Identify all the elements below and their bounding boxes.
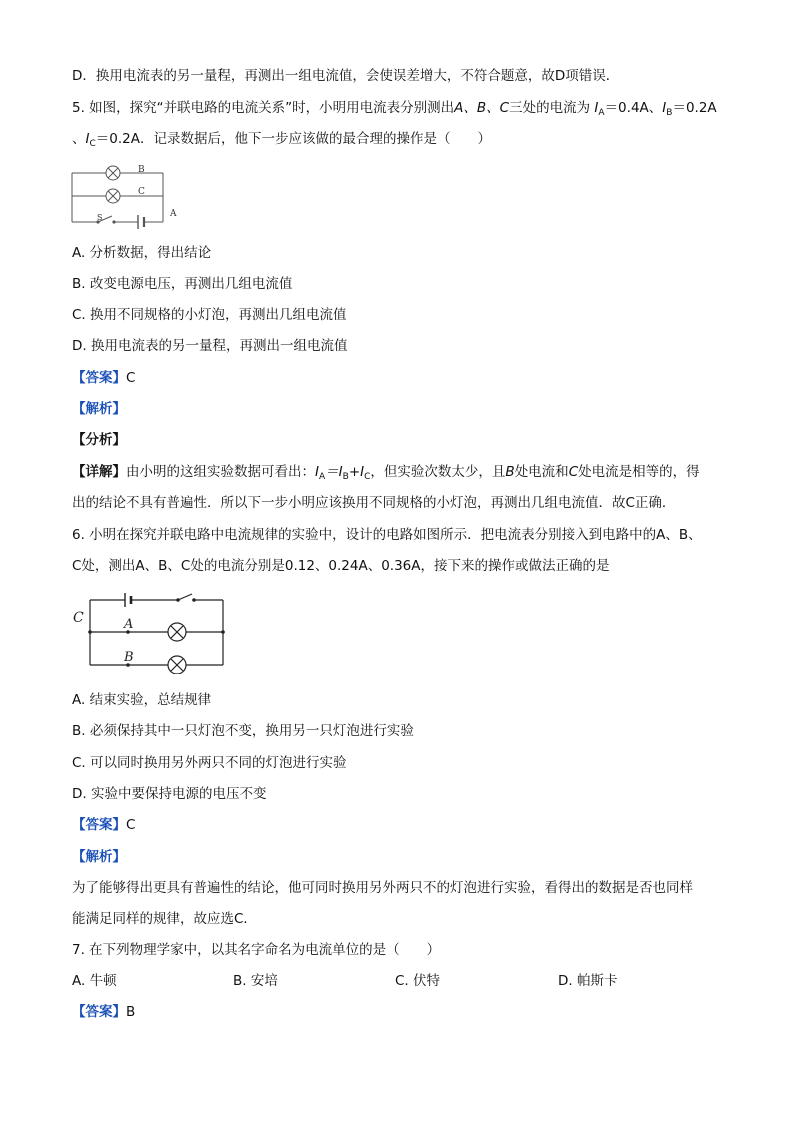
q5-ib-symbol: I xyxy=(662,100,667,116)
q5-detail-c: 处电流和 xyxy=(514,464,569,480)
q5-fig-label-c: C xyxy=(138,187,145,197)
q6-explain-line1: 为了能够得出更具有普遍性的结论，他可同时换用另外两只不的灯泡进行实验，看得出的数据是否也同样 xyxy=(72,880,693,896)
q5-ic-sub: C xyxy=(89,139,96,149)
q7-option-a: A. 牛顿 xyxy=(72,973,117,989)
q5-detail-d: 处电流是相等的，得 xyxy=(578,464,700,480)
q5-detail-b: ，但实验次数太少，且 xyxy=(370,464,506,480)
q5-ia-sub: A xyxy=(598,108,605,118)
q5-circuit-diagram xyxy=(68,160,188,230)
q6-option-c: C. 可以同时换用另外两只不同的灯泡进行实验 xyxy=(72,755,347,771)
q7-answer-value: B xyxy=(126,1004,136,1020)
q6-analysis-tag: 【解析】 xyxy=(72,849,126,865)
q5-ia-value: ＝0.4A、 xyxy=(604,100,663,116)
q6-fig-label-c: C xyxy=(73,610,84,626)
q6-fig-label-a: A xyxy=(124,617,134,632)
q5-option-a: A. 分析数据，得出结论 xyxy=(72,245,212,261)
q6-circuit-diagram xyxy=(68,586,233,674)
q6-answer-value: C xyxy=(126,817,136,833)
q5-stem-a: 5. 如图，探究“并联电路的电流关系”时，小明用电流表分别测出 xyxy=(72,100,455,116)
q5-detail-eq-sub-b: B xyxy=(342,472,349,482)
q5-detail-point-c: C xyxy=(568,464,579,480)
q5-detail-eq-ib: ＝I xyxy=(325,464,343,480)
q5-detail-eq-sub-a: A xyxy=(318,472,326,482)
q4-option-d-explanation: D．换用电流表的另一量程，再测出一组电流值，会使误差增大，不符合题意，故D项错误． xyxy=(72,68,620,84)
q5-detail-point-b: B xyxy=(505,464,515,480)
q5-detail-tag: 【详解】 xyxy=(72,464,126,480)
q5-answer-tag: 【答案】 xyxy=(72,370,126,386)
q5-fig-label-a: A xyxy=(170,209,177,219)
q7-option-c: C. 伏特 xyxy=(395,973,441,989)
q5-fig-label-s: S xyxy=(97,213,103,222)
q6-option-d: D. 实验中要保持电源的电压不变 xyxy=(72,786,267,802)
q5-detail-eq-ic: +I xyxy=(348,464,365,480)
q5-stem-line1 xyxy=(72,98,717,123)
q7-answer-tag: 【答案】 xyxy=(72,1004,126,1020)
q5-detail-a: 由小明的这组实验数据可看出： xyxy=(126,464,315,480)
q5-stem-points: A、B、C xyxy=(454,100,510,116)
q6-option-b: B. 必须保持其中一只灯泡不变，换用另一只灯泡进行实验 xyxy=(72,723,414,739)
q5-ic-value: ＝0.2A．记录数据后，他下一步应该做的最合理的操作是（ ） xyxy=(95,131,491,147)
q5-detail-line2: 出的结论不具有普遍性．所以下一步小明应该换用不同规格的小灯泡，再测出几组电流值．故C正确． xyxy=(72,495,676,511)
q5-ia-symbol: I xyxy=(594,100,599,116)
q5-fig-label-b: B xyxy=(138,165,145,175)
q5-option-c: C. 换用不同规格的小灯泡，再测出几组电流值 xyxy=(72,307,347,323)
q7-options-row xyxy=(72,971,712,991)
q6-fig-label-b: B xyxy=(124,650,134,665)
q5-ic-symbol: I xyxy=(85,131,90,147)
q7-option-d: D. 帕斯卡 xyxy=(558,973,618,989)
q5-fenxi-tag: 【分析】 xyxy=(72,432,126,448)
q6-answer xyxy=(72,815,135,835)
q5-stem-line2 xyxy=(72,129,491,154)
q5-ib-value: ＝0.2A xyxy=(672,100,717,116)
q5-detail-line1 xyxy=(72,462,700,487)
q6-option-a: A. 结束实验，总结规律 xyxy=(72,692,212,708)
q6-stem-line1: 6. 小明在探究并联电路中电流规律的实验中，设计的电路如图所示．把电流表分别接入到电路中的A、B、 xyxy=(72,527,702,543)
q6-stem-line2: C处，测出A、B、C处的电流分别是0.12、0.24A、0.36A，接下来的操作或做法正确的是 xyxy=(72,558,610,574)
q5-ib-sub: B xyxy=(666,108,673,118)
q6-answer-tag: 【答案】 xyxy=(72,817,126,833)
q5-option-d: D. 换用电流表的另一量程，再测出一组电流值 xyxy=(72,338,348,354)
q7-option-b: B. 安培 xyxy=(233,973,278,989)
q5-answer-value: C xyxy=(126,370,136,386)
q5-stem2-sep: 、 xyxy=(72,131,86,147)
q5-stem-b: 三处的电流为 xyxy=(509,100,591,116)
q5-option-b: B. 改变电源电压，再测出几组电流值 xyxy=(72,276,293,292)
q7-stem: 7. 在下列物理学家中，以其名字命名为电流单位的是（ ） xyxy=(72,942,441,958)
q5-analysis-tag: 【解析】 xyxy=(72,401,126,417)
q5-answer xyxy=(72,368,135,388)
q5-detail-eq-sub-c: C xyxy=(364,472,371,482)
q6-explain-line2: 能满足同样的规律，故应选C． xyxy=(72,911,257,927)
q5-detail-eq-ia: I xyxy=(315,464,319,480)
q7-answer xyxy=(72,1002,135,1022)
